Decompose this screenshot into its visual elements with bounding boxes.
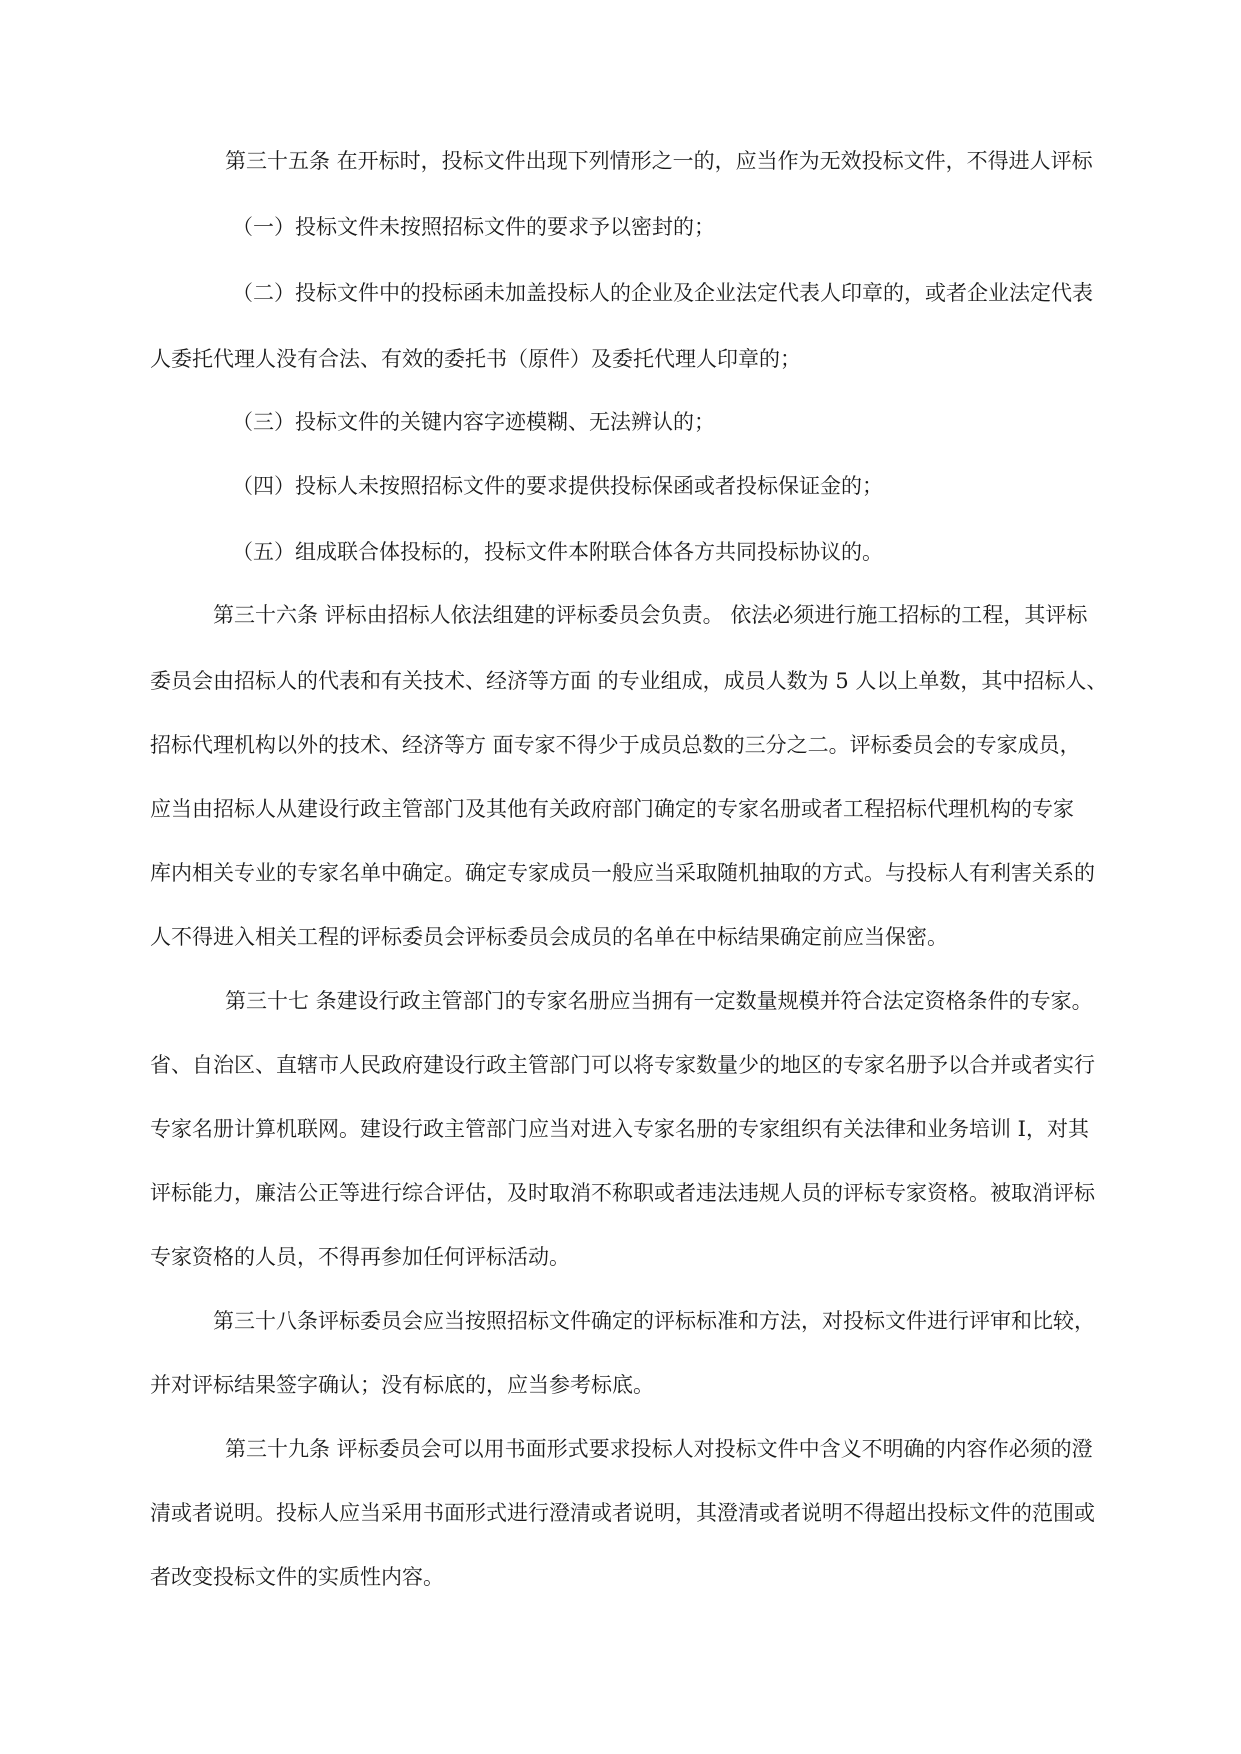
- text-line: 第三十八条评标委员会应当按照招标文件确定的评标标准和方法，对投标文件进行评审和比较，: [213, 1309, 1095, 1333]
- text-line: 人不得进入相关工程的评标委员会评标委员会成员的名单在中标结果确定前应当保密。: [150, 925, 948, 949]
- text-line: （五）组成联合体投标的，投标文件本附联合体各方共同投标协议的。: [232, 540, 883, 564]
- text-line: 应当由招标人从建设行政主管部门及其他有关政府部门确定的专家名册或者工程招标代理机构的专家: [150, 797, 1074, 821]
- text-line: 库内相关专业的专家名单中确定。确定专家成员一般应当采取随机抽取的方式。与投标人有利害关系的: [150, 861, 1095, 885]
- text-line: 招标代理机构以外的技术、经济等方 面专家不得少于成员总数的三分之二。评标委员会的专家成员，: [150, 733, 1081, 757]
- text-line: 委员会由招标人的代表和有关技术、经济等方面 的专业组成，成员人数为 5 人以上单数，其中招标人、: [150, 669, 1108, 693]
- text-line: （一）投标文件未按照招标文件的要求予以密封的；: [232, 215, 715, 239]
- text-line: （二）投标文件中的投标函未加盖投标人的企业及企业法定代表人印章的，或者企业法定代表: [232, 281, 1093, 305]
- text-line: 并对评标结果签字确认；没有标底的，应当参考标底。: [150, 1373, 654, 1397]
- text-line: 评标能力，廉洁公正等进行综合评估，及时取消不称职或者违法违规人员的评标专家资格。被取消评标: [150, 1181, 1095, 1205]
- text-line: 者改变投标文件的实质性内容。: [150, 1565, 444, 1589]
- text-line: （四）投标人未按照招标文件的要求提供投标保函或者投标保证金的；: [232, 474, 883, 498]
- text-line: （三）投标文件的关键内容字迹模糊、无法辨认的；: [232, 410, 715, 434]
- text-line: 专家资格的人员，不得再参加任何评标活动。: [150, 1245, 570, 1269]
- text-line: 第三十九条 评标委员会可以用书面形式要求投标人对投标文件中含义不明确的内容作必须的澄: [225, 1437, 1093, 1461]
- text-line: 清或者说明。投标人应当采用书面形式进行澄清或者说明，其澄清或者说明不得超出投标文件的范围或: [150, 1501, 1095, 1525]
- text-line: 省、自治区、直辖市人民政府建设行政主管部门可以将专家数量少的地区的专家名册予以合并或者实行: [150, 1053, 1095, 1077]
- text-line: 第三十七 条建设行政主管部门的专家名册应当拥有一定数量规模并符合法定资格条件的专家。: [225, 989, 1093, 1013]
- text-line: 人委托代理人没有合法、有效的委托书（原件）及委托代理人印章的；: [150, 347, 801, 371]
- text-line: 第三十六条 评标由招标人依法组建的评标委员会负责。 依法必须进行施工招标的工程，其评标: [213, 603, 1088, 627]
- text-line: 第三十五条 在开标时，投标文件出现下列情形之一的，应当作为无效投标文件，不得进人评标: [225, 149, 1093, 173]
- text-line: 专家名册计算机联网。建设行政主管部门应当对进入专家名册的专家组织有关法律和业务培训 I，对其: [150, 1117, 1089, 1141]
